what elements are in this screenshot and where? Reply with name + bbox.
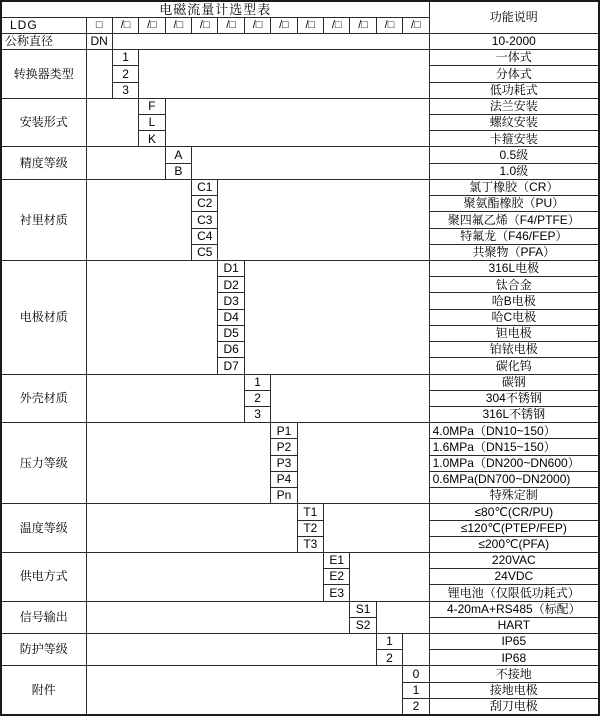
code-cell: E1	[324, 552, 350, 568]
desc-cell: 分体式	[429, 66, 599, 82]
blank-cell	[86, 601, 350, 633]
desc-cell: 螺纹安装	[429, 115, 599, 131]
blank-cell	[86, 423, 271, 504]
category-cell: 电极材质	[1, 261, 86, 375]
code-cell: 0	[403, 666, 429, 682]
code-box: □	[86, 17, 112, 33]
code-cell: 3	[244, 406, 270, 422]
blank-cell	[139, 50, 429, 99]
blank-cell	[244, 261, 429, 375]
code-cell: A	[165, 147, 191, 163]
category-cell: 信号输出	[1, 601, 86, 633]
desc-cell: IP68	[429, 650, 599, 666]
code-cell: Pn	[271, 488, 297, 504]
code-box: /□	[218, 17, 244, 33]
code-box: /□	[192, 17, 218, 33]
desc-cell: 316L电极	[429, 261, 599, 277]
desc-cell: 法兰安装	[429, 98, 599, 114]
desc-cell: 4.0MPa（DN10~150）	[429, 423, 599, 439]
blank-cell	[86, 634, 376, 666]
code-box: /□	[376, 17, 402, 33]
code-cell: 2	[244, 390, 270, 406]
code-box: /□	[271, 17, 297, 33]
code-cell: C1	[192, 179, 218, 195]
code-cell: 1	[376, 634, 402, 650]
desc-cell: HART	[429, 617, 599, 633]
category-cell: 公称直径	[1, 33, 86, 49]
code-cell: P4	[271, 471, 297, 487]
blank-cell	[86, 552, 324, 601]
code-cell: S2	[350, 617, 376, 633]
code-cell: D4	[218, 309, 244, 325]
code-cell: D5	[218, 325, 244, 341]
desc-cell: 聚氨酯橡胶（PU）	[429, 196, 599, 212]
category-cell: 温度等级	[1, 504, 86, 553]
code-cell: T1	[297, 504, 323, 520]
code-cell: K	[139, 131, 165, 147]
desc-cell: 1.0MPa（DN200~DN600）	[429, 455, 599, 471]
code-box: /□	[324, 17, 350, 33]
blank-cell	[86, 147, 165, 179]
blank-cell	[218, 179, 429, 260]
desc-cell: 特殊定制	[429, 488, 599, 504]
desc-cell: 低功耗式	[429, 82, 599, 98]
desc-cell: 0.5级	[429, 147, 599, 163]
desc-cell: 卡箍安装	[429, 131, 599, 147]
desc-cell: 304不锈钢	[429, 390, 599, 406]
code-cell: D1	[218, 261, 244, 277]
blank-cell	[192, 147, 430, 179]
blank-cell	[297, 423, 429, 504]
desc-cell: 接地电极	[429, 682, 599, 698]
desc-cell: 锂电池（仅限低功耗式）	[429, 585, 599, 601]
code-cell: C4	[192, 228, 218, 244]
category-cell: 安装形式	[1, 98, 86, 147]
category-cell: 转换器类型	[1, 50, 86, 99]
code-cell: T3	[297, 536, 323, 552]
code-cell: 2	[112, 66, 138, 82]
blank-cell	[86, 179, 192, 260]
blank-cell	[86, 504, 297, 553]
code-cell: C5	[192, 244, 218, 260]
desc-cell: ≤120℃(PTEP/FEP)	[429, 520, 599, 536]
desc-cell: 碳钢	[429, 374, 599, 390]
code-cell: L	[139, 115, 165, 131]
blank-cell	[350, 552, 429, 601]
blank-cell	[165, 98, 429, 147]
desc-cell: 24VDC	[429, 569, 599, 585]
code-box: /□	[403, 17, 429, 33]
blank-cell	[86, 374, 244, 423]
code-cell: 1	[112, 50, 138, 66]
desc-cell: 1.6MPa（DN15~150）	[429, 439, 599, 455]
model-code-label: LDG	[1, 17, 86, 33]
blank-cell	[376, 601, 429, 633]
code-cell: F	[139, 98, 165, 114]
desc-cell: 0.6MPa(DN700~DN2000)	[429, 471, 599, 487]
blank-cell	[86, 98, 139, 147]
desc-cell: 特氟龙（F46/FEP）	[429, 228, 599, 244]
desc-cell: 1.0级	[429, 163, 599, 179]
desc-cell: 10-2000	[429, 33, 599, 49]
code-box: /□	[350, 17, 376, 33]
desc-cell: 不接地	[429, 666, 599, 682]
code-cell: P3	[271, 455, 297, 471]
code-cell: 1	[244, 374, 270, 390]
code-box: /□	[297, 17, 323, 33]
code-cell: P2	[271, 439, 297, 455]
code-cell: 2	[376, 650, 402, 666]
desc-cell: 4-20mA+RS485（标配）	[429, 601, 599, 617]
code-cell: C2	[192, 196, 218, 212]
code-cell: T2	[297, 520, 323, 536]
code-cell: D6	[218, 342, 244, 358]
blank-cell	[86, 261, 218, 375]
code-box: /□	[244, 17, 270, 33]
desc-cell: 316L不锈钢	[429, 406, 599, 422]
desc-cell: 220VAC	[429, 552, 599, 568]
desc-cell: ≤80℃(CR/PU)	[429, 504, 599, 520]
desc-cell: 聚四氟乙烯（F4/PTFE）	[429, 212, 599, 228]
category-cell: 外壳材质	[1, 374, 86, 423]
desc-cell: 哈C电极	[429, 309, 599, 325]
blank-cell	[324, 504, 430, 553]
desc-cell: 铂铱电极	[429, 342, 599, 358]
blank-cell	[86, 666, 403, 715]
desc-cell: 一体式	[429, 50, 599, 66]
code-box: /□	[165, 17, 191, 33]
code-cell: E2	[324, 569, 350, 585]
function-description-header: 功能说明	[429, 1, 599, 33]
code-box: /□	[139, 17, 165, 33]
code-cell: S1	[350, 601, 376, 617]
category-cell: 附件	[1, 666, 86, 715]
code-cell: C3	[192, 212, 218, 228]
code-cell: E3	[324, 585, 350, 601]
code-cell: 3	[112, 82, 138, 98]
blank-cell	[86, 50, 112, 99]
desc-cell: 氯丁橡胶（CR）	[429, 179, 599, 195]
desc-cell: ≤200℃(PFA)	[429, 536, 599, 552]
desc-cell: 刮刀电极	[429, 698, 599, 715]
code-cell: DN	[86, 33, 112, 49]
code-box: /□	[112, 17, 138, 33]
code-cell: 1	[403, 682, 429, 698]
category-cell: 精度等级	[1, 147, 86, 179]
code-cell: 2	[403, 698, 429, 715]
desc-cell: 碳化钨	[429, 358, 599, 374]
desc-cell: IP65	[429, 634, 599, 650]
desc-cell: 钽电极	[429, 325, 599, 341]
desc-cell: 哈B电极	[429, 293, 599, 309]
category-cell: 供电方式	[1, 552, 86, 601]
table-title: 电磁流量计选型表	[1, 1, 429, 17]
category-cell: 压力等级	[1, 423, 86, 504]
blank-cell	[112, 33, 429, 49]
code-cell: B	[165, 163, 191, 179]
desc-cell: 共聚物（PFA）	[429, 244, 599, 260]
blank-cell	[403, 634, 429, 666]
code-cell: D2	[218, 277, 244, 293]
category-cell: 防护等级	[1, 634, 86, 666]
code-cell: D7	[218, 358, 244, 374]
category-cell: 衬里材质	[1, 179, 86, 260]
blank-cell	[271, 374, 429, 423]
desc-cell: 钛合金	[429, 277, 599, 293]
code-cell: P1	[271, 423, 297, 439]
code-cell: D3	[218, 293, 244, 309]
